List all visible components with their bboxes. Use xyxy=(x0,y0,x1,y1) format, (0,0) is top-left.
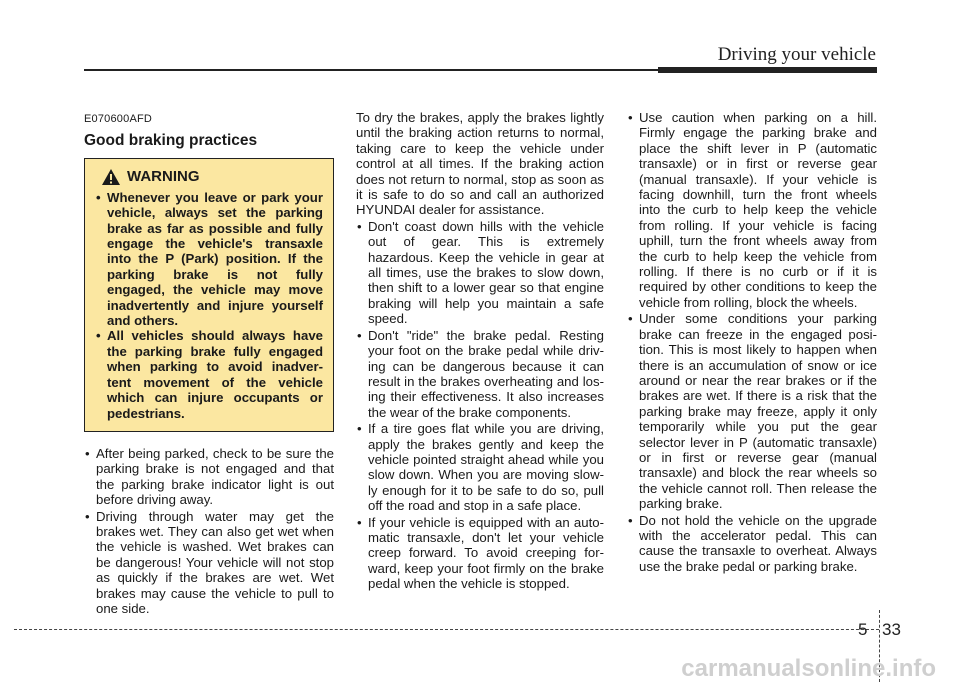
column-1-bullets xyxy=(84,446,334,616)
warning-list xyxy=(95,190,323,421)
warning-title: WARNING xyxy=(127,168,200,186)
column-2-bullets xyxy=(356,219,604,592)
section-code: E070600AFD xyxy=(84,113,153,125)
bullet-item: • Don't coast down hills with the vehicle out of gear. This is extremely hazardous. Keep the vehicle in gear at all times, use the brakes to slow down, then shift to a lower gear so that engine braking will help you maintain a safe speed. xyxy=(356,219,604,327)
bullet-item: • Do not hold the vehicle on the upgrade with the accelerator pedal. This can cause the transaxle to overheat. Always use the brake pedal or parking brake. xyxy=(627,513,877,575)
column-3-bullets xyxy=(627,110,877,574)
warning-triangle-icon xyxy=(101,168,121,186)
footer-rule xyxy=(14,629,879,630)
warning-item: • All vehicles should always have the parking brake fully engaged when parking to avoid inadver-tent movement of the vehicle which can injure occupants or pedestrians. xyxy=(95,328,323,420)
page-header-title: Driving your vehicle xyxy=(717,44,876,65)
column-3 xyxy=(627,110,877,575)
section-title: Good braking practices xyxy=(84,132,258,150)
bullet-item: • After being parked, check to be sure the parking brake is not engaged and that the parking brake indicator light is out before driving away. xyxy=(84,446,334,508)
column-2 xyxy=(356,110,604,593)
warning-box xyxy=(84,158,334,432)
bullet-item: • Don't "ride" the brake pedal. Resting your foot on the brake pedal while driv-ing can be dangerous because it can result in the brakes overheating and los-ing their effectiveness. It also increases the wear of the brake components. xyxy=(356,328,604,420)
paragraph-dry-brakes: To dry the brakes, apply the brakes lightly until the braking action returns to normal, taking care to keep the vehicle under control at all times. If the braking action does not return to normal, stop as soon as it is safe to do so and call an authorized HYUNDAI dealer for assistance. xyxy=(356,110,604,218)
bullet-item: • Under some conditions your parking brake can freeze in the engaged posi-tion. This is most likely to happen when there is an accumulation of snow or ice around or near the rear brakes or if the brakes are wet. If there is a risk that the parking brake may freeze, apply it only temporarily while you put the gear selector lever in P (automatic transaxle) or in first or reverse gear (manual transaxle) and block the rear wheels so the vehicle cannot roll. Then release the parking brake. xyxy=(627,311,877,511)
column-1 xyxy=(84,110,334,617)
header-rule-accent xyxy=(658,67,877,73)
bullet-item: • Use caution when parking on a hill. Firmly engage the parking brake and place the shift lever in P (automatic transaxle) or in first or reverse gear (manual transaxle). If your vehicle is facing downhill, turn the front wheels into the curb to help keep the vehicle from rolling. If your vehicle is facing uphill, turn the front wheels away from the curb to help keep the vehicle from rolling. If there is no curb or if it is required by other conditions to keep the vehicle from rolling, block the wheels. xyxy=(627,110,877,310)
bullet-item: • If a tire goes flat while you are driving, apply the brakes gently and keep the vehicle pointed straight ahead while you slow down. When you are moving slow-ly enough for it to be safe to do so, pull off the road and stop in a safe place. xyxy=(356,421,604,513)
warning-header xyxy=(101,168,323,186)
chapter-number: 5 xyxy=(858,620,868,639)
page-number: 33 xyxy=(882,620,901,639)
bullet-item: • If your vehicle is equipped with an auto-matic transaxle, don't let your vehicle creep forward. To avoid creeping for-ward, keep your foot firmly on the brake pedal when the vehicle is stopped. xyxy=(356,515,604,592)
bullet-item: • Driving through water may get the brakes wet. They can also get wet when the vehicle is washed. Wet brakes can be dangerous! Your vehicle will not stop as quickly if the brakes are wet. Wet brakes may cause the vehicle to pull to one side. xyxy=(84,509,334,617)
warning-item: • Whenever you leave or park your vehicle, always set the parking brake as far as possible and fully engage the vehicle's transaxle into the P (Park) position. If the parking brake is not fully engaged, the vehicle may move inadvertently and injure yourself and others. xyxy=(95,190,323,329)
watermark-text: carmanualsonline.info xyxy=(681,655,936,682)
